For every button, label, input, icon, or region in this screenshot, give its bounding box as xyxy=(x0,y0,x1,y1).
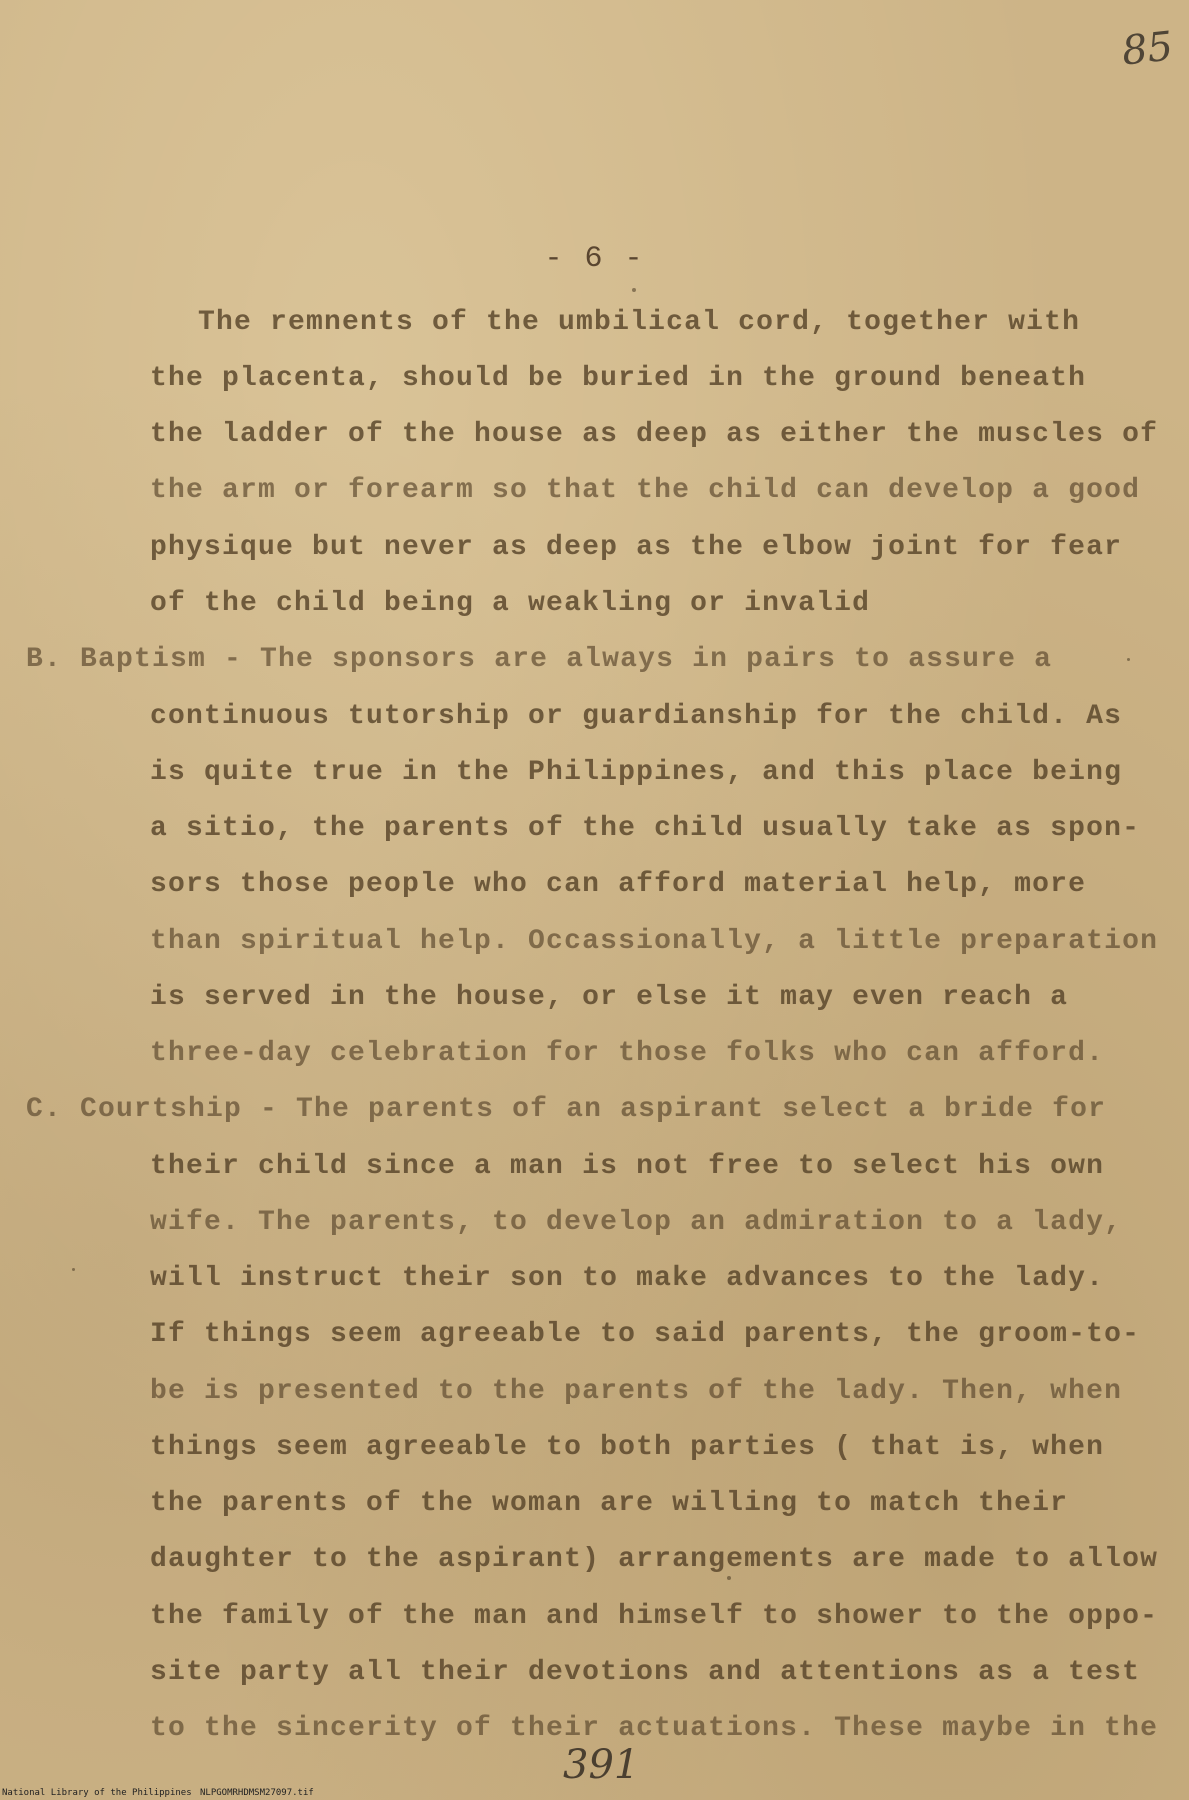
text-line: their child since a man is not free to select his own xyxy=(150,1151,1105,1182)
text-line: three-day celebration for those folks who can afford. xyxy=(150,1038,1105,1069)
text-line: If things seem agreeable to said parents, the groom-to- xyxy=(150,1319,1141,1350)
text-line: will instruct their son to make advances to the lady. xyxy=(150,1263,1105,1294)
text-line: site party all their devotions and attentions as a test xyxy=(150,1657,1141,1688)
paper-speck xyxy=(72,1268,75,1271)
text-line: is quite true in the Philippines, and this place being xyxy=(150,757,1123,788)
text-line: the placenta, should be buried in the ground beneath xyxy=(150,363,1087,394)
text-line: of the child being a weakling or invalid xyxy=(150,588,871,619)
section-c-heading: C. Courtship - The parents of an aspirant select a bride for xyxy=(26,1094,1107,1125)
text-line: the parents of the woman are willing to match their xyxy=(150,1488,1069,1519)
paper-speck xyxy=(632,288,636,292)
section-page-number: - 6 - xyxy=(544,242,645,276)
text-line: is served in the house, or else it may even reach a xyxy=(150,982,1069,1013)
text-line: a sitio, the parents of the child usually take as spon- xyxy=(150,813,1141,844)
handwritten-page-number: 85 xyxy=(1119,23,1176,75)
text-line: the ladder of the house as deep as either the muscles of xyxy=(150,419,1159,450)
text-line: than spiritual help. Occassionally, a little preparation xyxy=(150,926,1159,957)
text-line: continuous tutorship or guardianship for the child. As xyxy=(150,701,1123,732)
text-line: things seem agreeable to both parties ( that is, when xyxy=(150,1432,1105,1463)
text-line: sors those people who can afford material help, more xyxy=(150,869,1087,900)
text-line: physique but never as deep as the elbow joint for fear xyxy=(150,532,1123,563)
text-line: The remnents of the umbilical cord, together with xyxy=(198,307,1081,338)
footer-file-id: NLPGOMRHDMSM27097.tif xyxy=(200,1788,314,1798)
text-line: the arm or forearm so that the child can develop a good xyxy=(150,475,1141,506)
text-line: the family of the man and himself to shower to the oppo- xyxy=(150,1601,1159,1632)
text-line: daughter to the aspirant) arrangements are made to allow xyxy=(150,1544,1159,1575)
handwritten-archive-number: 391 xyxy=(563,1742,640,1788)
text-line: to the sincerity of their actuations. These maybe in the xyxy=(150,1713,1159,1744)
text-line: wife. The parents, to develop an admiration to a lady, xyxy=(150,1207,1123,1238)
section-b-heading: B. Baptism - The sponsors are always in pairs to assure a xyxy=(26,644,1053,675)
text-line: be is presented to the parents of the lady. Then, when xyxy=(150,1376,1123,1407)
paper-speck xyxy=(727,1576,731,1580)
paper-speck xyxy=(1127,658,1130,661)
footer-library-name: National Library of the Philippines xyxy=(2,1788,192,1798)
